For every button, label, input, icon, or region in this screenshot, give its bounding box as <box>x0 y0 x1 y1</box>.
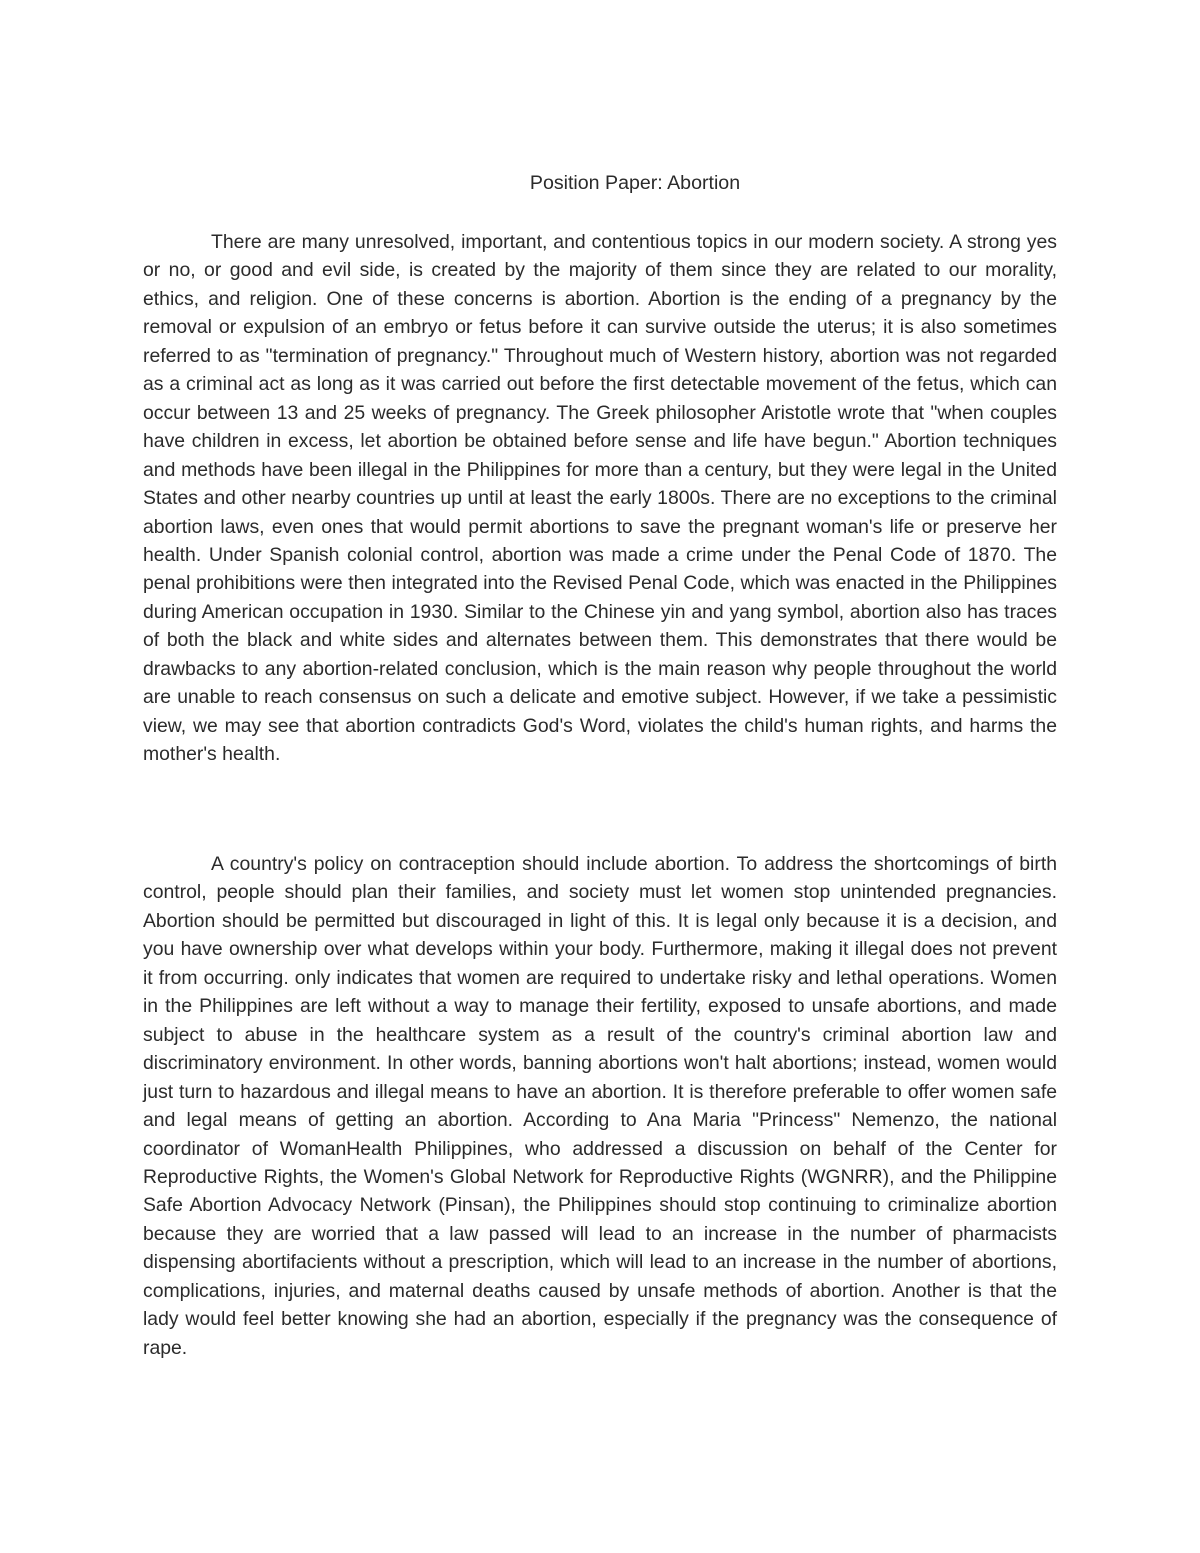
page-title: Position Paper: Abortion <box>529 172 741 194</box>
paragraph-1: There are many unresolved, important, and contentious topics in our modern society. A strong yes or no, or good and evil side, is created by the majority of them since they are related to our morality, ethics, and religion. One of these concerns is abortion. Abortion is the ending of a pregnancy by the removal or expulsion of an embryo or fetus before it can survive outside the uterus; it is also sometimes referred to as "termination of pregnancy." Throughout much of Western history, abortion was not regarded as a criminal act as long as it was carried out before the first detectable movement of the fetus, which can occur between 13 and 25 weeks of pregnancy. The Greek philosopher Aristotle wrote that "when couples have children in excess, let abortion be obtained before sense and life have begun." Abortion techniques and methods have been illegal in the Philippines for more than a century, but they were legal in the United States and other nearby countries up until at least the early 1800s. There are no exceptions to the criminal abortion laws, even ones that would permit abortions to save the pregnant woman's life or preserve her health. Under Spanish colonial control, abortion was made a crime under the Penal Code of 1870. The penal prohibitions were then integrated into the Revised Penal Code, which was enacted in the Philippines during American occupation in 1930. Similar to the Chinese yin and yang symbol, abortion also has traces of both the black and white sides and alternates between them. This demonstrates that there would be drawbacks to any abortion-related conclusion, which is the main reason why people throughout the world are unable to reach consensus on such a delicate and emotive subject. However, if we take a pessimistic view, we may see that abortion contradicts God's Word, violates the child's human rights, and harms the mother's health. <box>143 231 1057 766</box>
paragraph-2: A country's policy on contraception should include abortion. To address the shortcomings of birth control, people should plan their families, and society must let women stop unintended pregnancies. Abortion should be permitted but discouraged in light of this. It is legal only because it is a decision, and you have ownership over what develops within your body. Furthermore, making it illegal does not prevent it from occurring. only indicates that women are required to undertake risky and lethal operations. Women in the Philippines are left without a way to manage their fertility, exposed to unsafe abortions, and made subject to abuse in the healthcare system as a result of the country's criminal abortion law and discriminatory environment. In other words, banning abortions won't halt abortions; instead, women would just turn to hazardous and illegal means to have an abortion. It is therefore preferable to offer women safe and legal means of getting an abortion. According to Ana Maria "Princess" Nemenzo, the national coordinator of WomanHealth Philippines, who addressed a discussion on behalf of the Center for Reproductive Rights, the Women's Global Network for Reproductive Rights (WGNRR), and the Philippine Safe Abortion Advocacy Network (Pinsan), the Philippines should stop continuing to criminalize abortion because they are worried that a law passed will lead to an increase in the number of pharmacists dispensing abortifacients without a prescription, which will lead to an increase in the number of abortions, complications, injuries, and maternal deaths caused by unsafe methods of abortion. Another is that the lady would feel better knowing she had an abortion, especially if the pregnancy was the consequence of rape. <box>143 853 1057 1359</box>
